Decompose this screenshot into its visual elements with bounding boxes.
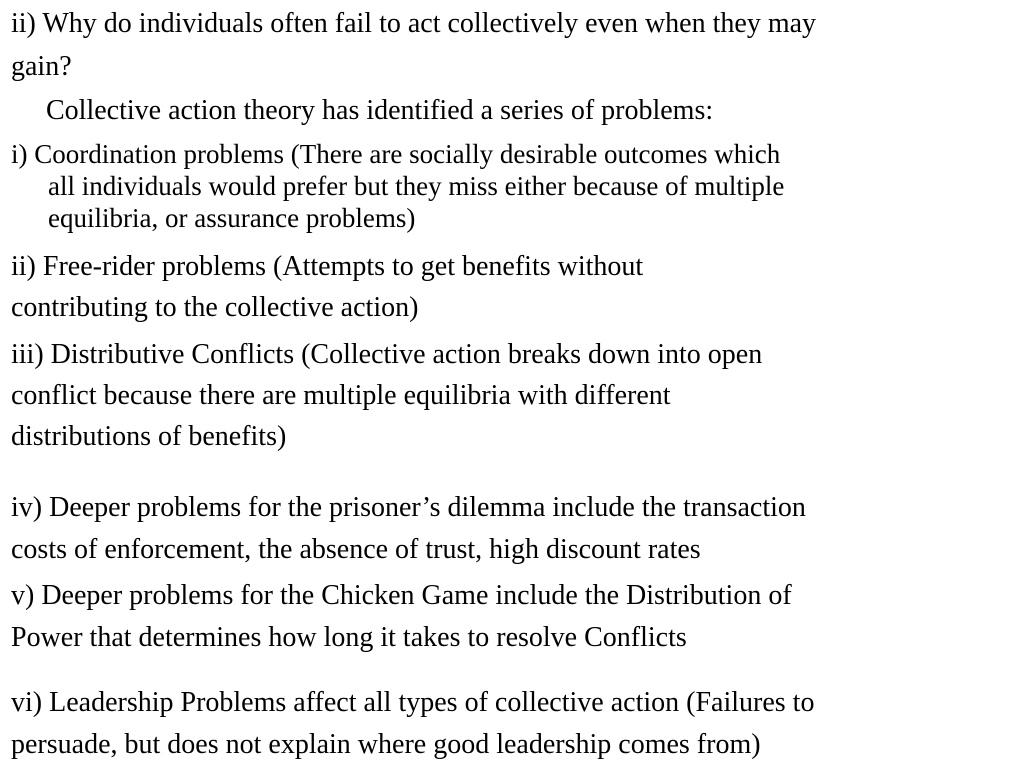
question-line-1: ii) Why do individuals often fail to act collectively even when they may [11,8,817,39]
item-iii-line-1: iii) Distributive Conflicts (Collective action breaks down into open [11,339,763,370]
item-iii-line-2: conflict because there are multiple equilibria with different [11,380,671,411]
item-ii-line-2: contributing to the collective action) [11,292,419,323]
item-v-line-2: Power that determines how long it takes to resolve Conflicts [11,622,687,653]
item-iv-line-2: costs of enforcement, the absence of trust, high discount rates [11,534,701,565]
item-vi-line-1: vi) Leadership Problems affect all types of collective action (Failures to [11,687,815,718]
item-iii-line-3: distributions of benefits) [11,421,287,452]
item-iv-line-1: iv) Deeper problems for the prisoner’s dilemma include the transaction [11,492,806,523]
item-v-line-1: v) Deeper problems for the Chicken Game include the Distribution of [11,580,792,611]
question-line-2: gain? [11,51,72,82]
item-i-line-3: equilibria, or assurance problems) [48,203,416,233]
item-vi-line-2: persuade, but does not explain where good leadership comes from) [11,729,761,760]
item-ii-line-1: ii) Free-rider problems (Attempts to get benefits without [11,251,644,282]
item-i-line-2: all individuals would prefer but they miss either because of multiple [48,171,785,201]
item-i-line-1: i) Coordination problems (There are socially desirable outcomes which [11,139,781,169]
intro-text: Collective action theory has identified a series of problems: [46,95,714,126]
